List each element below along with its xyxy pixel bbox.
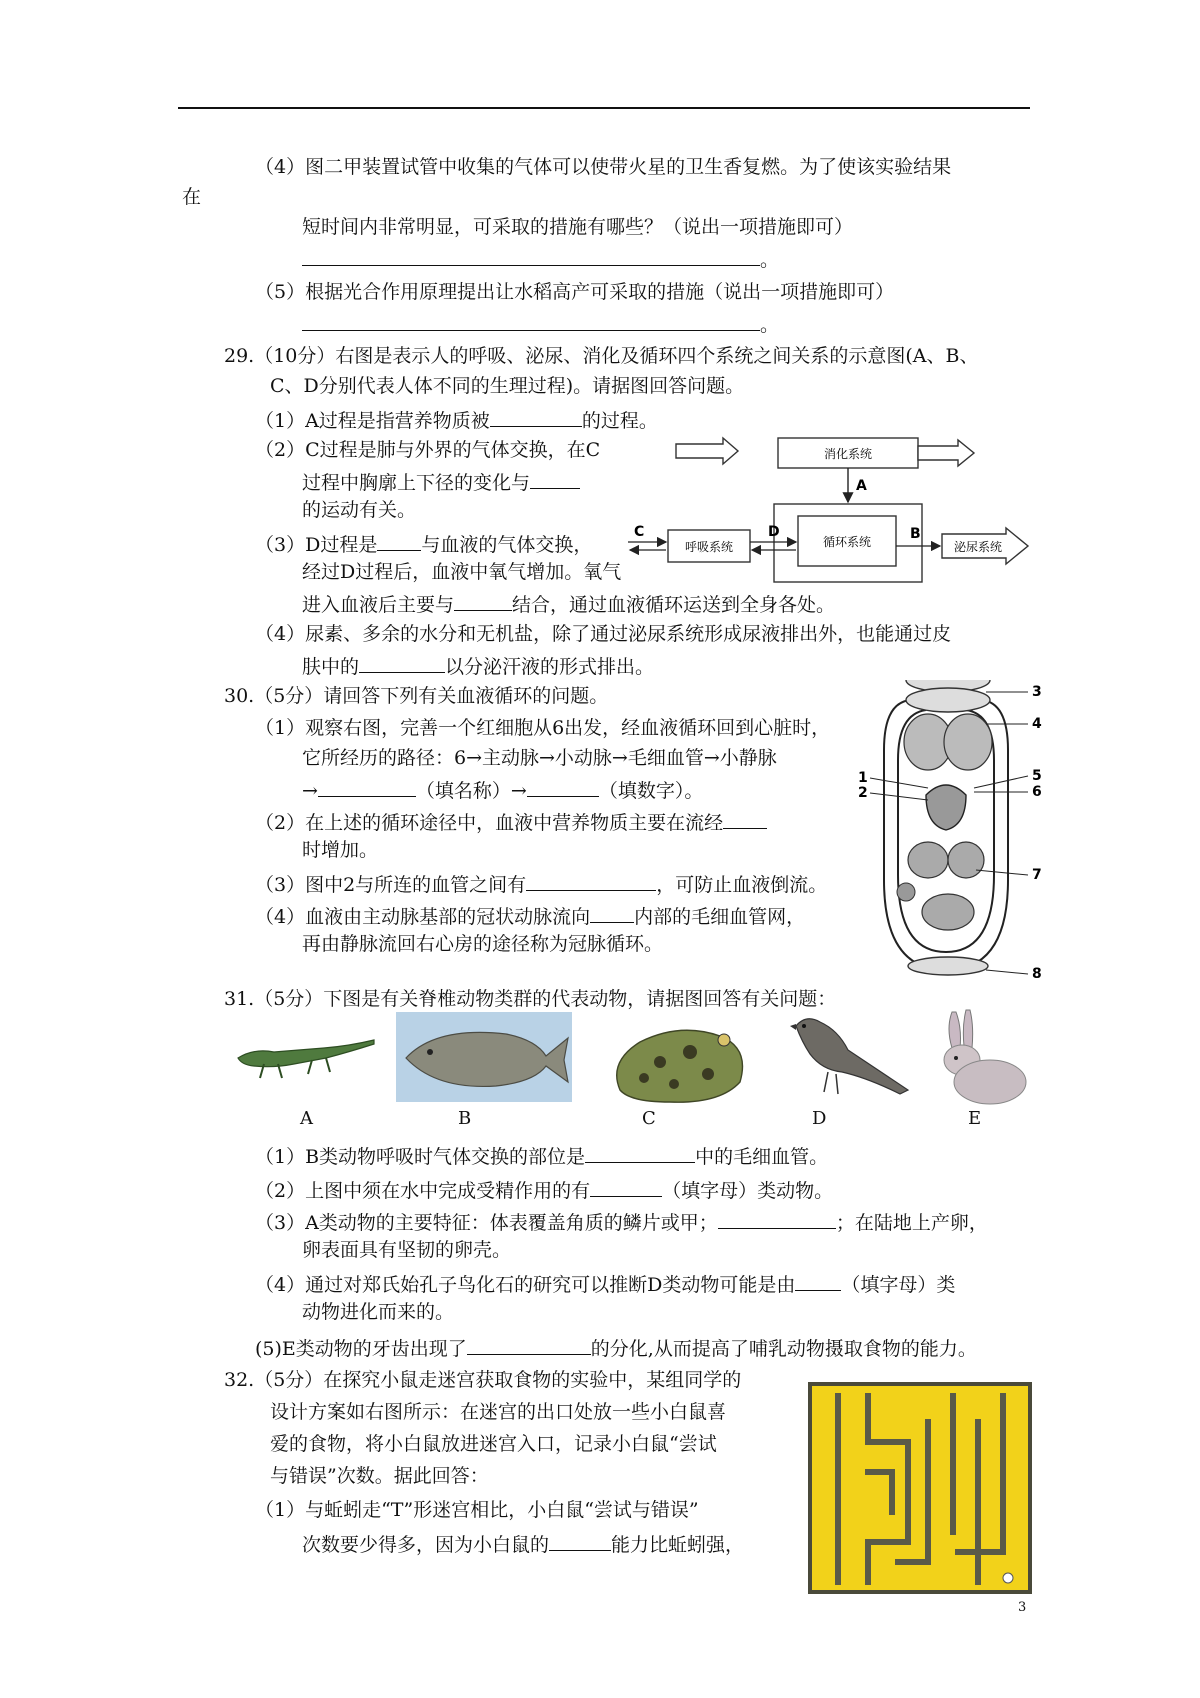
q29-p1: （1）A过程是指营养物质被 的过程。 [255,406,658,433]
q30-p1b: 它所经历的路径：6→主动脉→小动脉→毛细血管→小静脉 [302,747,777,769]
kidney [897,883,915,901]
liver [908,842,948,878]
answer-blank[interactable] [585,1142,695,1163]
maze-figure [808,1382,1032,1594]
circulatory-label: 循环系统 [822,535,872,549]
q30-stem: 30.（5分）请回答下列有关血液循环的问题。 [224,685,609,707]
urinary-label: 泌尿系统 [953,540,1003,554]
answer-blank[interactable] [527,776,599,797]
q29-p3d: 进入血液后主要与 结合，通过血液循环运送到全身各处。 [302,590,835,617]
animal-image-fish [396,1012,572,1102]
animal-label-B: B [458,1108,472,1129]
lung-capillary [906,688,990,712]
q29-stem-2: C、D分别代表人体不同的生理过程)。请据图回答问题。 [270,375,745,397]
stomach [948,842,984,878]
q29-stem-1: 29.（10分）右图是表示人的呼吸、泌尿、消化及循环四个系统之间关系的示意图(A、B、 [224,345,979,367]
answer-blank[interactable] [490,406,582,427]
q31-p5: (5)E类动物的牙齿出现了 的分化,从而提高了哺乳动物摄取食物的能力。 [255,1334,977,1361]
animal-image-rabbit [922,1006,1030,1110]
fig-num-1: 1 [858,770,868,786]
fig-num-3: 3 [1032,684,1042,700]
animal-image-crocodile [234,1018,378,1084]
answer-blank[interactable] [530,468,580,489]
q30-p4c: 再由静脉流回右心房的途径称为冠脉循环。 [302,933,664,955]
answer-blank[interactable] [377,530,421,551]
digestive-label: 消化系统 [823,447,873,461]
q32-stem-4: 与错误”次数。据此回答： [270,1465,489,1487]
label-C: C [634,524,645,540]
q28-p4-line1: （4）图二甲装置试管中收集的气体可以使带火星的卫生香复燃。为了使该实验结果 [255,156,952,178]
body-capillary [908,957,988,975]
q31-p3c: 卵表面具有坚韧的卵壳。 [302,1239,512,1261]
answer-blank[interactable] [302,310,760,331]
answer-blank[interactable] [359,652,445,673]
animal-label-A: A [300,1108,313,1129]
label-B: B [910,526,921,542]
fig-num-6: 6 [1032,784,1042,800]
q31-p3: （3）A类动物的主要特征：体表覆盖角质的鳞片或甲； ；在陆地上产卵， [255,1208,988,1235]
fig-num-2: 2 [858,785,868,801]
q31-p2: （2）上图中须在水中完成受精作用的有 （填字母）类动物。 [255,1176,833,1203]
q29-p3a: （3）D过程是 与血液的气体交换， [255,530,592,557]
answer-blank[interactable] [526,870,656,891]
q30-p2b: 时增加。 [302,839,379,861]
answer-blank[interactable] [549,1530,611,1551]
answer-blank[interactable] [795,1270,841,1291]
q30-p4a: （4）血液由主动脉基部的冠状动脉流向 内部的毛细血管网， [255,902,805,929]
q31-p4: （4）通过对郑氏始孔子鸟化石的研究可以推断D类动物可能是由 （填字母）类 [255,1270,955,1297]
q29-p4a: （4）尿素、多余的水分和无机盐，除了通过泌尿系统形成尿液排出外，也能通过皮 [255,623,952,645]
answer-blank[interactable] [590,902,634,923]
answer-blank[interactable] [318,776,416,797]
animal-label-D: D [812,1108,827,1129]
q29-p4b: 肤中的 以分泌汗液的形式排出。 [302,652,654,679]
input-arrow [676,438,738,464]
q32-p1b: 次数要少得多，因为小白鼠的 能力比蚯蚓强， [302,1530,744,1557]
animal-image-frog [600,1012,760,1112]
q28-p5-answer: 。 [302,310,779,337]
respiratory-label: 呼吸系统 [684,540,734,554]
q30-p1c: → （填名称）→ （填数字）。 [302,776,703,803]
label-D: D [768,524,780,540]
q29-p2c: 的运动有关。 [302,499,417,521]
q31-p4c: 动物进化而来的。 [302,1301,455,1323]
blood-circulation-figure [856,680,1046,980]
fig-num-5: 5 [1032,768,1042,784]
animal-label-E: E [968,1108,982,1129]
q31-p1: （1）B类动物呼吸时气体交换的部位是 中的毛细血管。 [255,1142,828,1169]
q32-p1a: （1）与蚯蚓走“T”形迷宫相比，小白鼠“尝试与错误” [255,1499,699,1521]
q30-p3: （3）图中2与所连的血管之间有 ，可防止血液倒流。 [255,870,827,897]
fig-num-4: 4 [1032,716,1042,732]
q32-stem-1: 32.（5分）在探究小鼠走迷宫获取食物的实验中，某组同学的 [224,1369,742,1391]
fig-num-7: 7 [1032,867,1042,883]
q30-p1a: （1）观察右图，完善一个红细胞从6出发，经血液循环回到心脏时， [255,717,831,739]
q29-p2a: （2）C过程是肺与外界的气体交换，在C [255,439,601,461]
q32-stem-2: 设计方案如右图所示：在迷宫的出口处放一些小白鼠喜 [270,1401,727,1423]
answer-blank[interactable] [723,808,767,829]
q30-p2a: （2）在上述的循环途径中，血液中营养物质主要在流经 [255,808,767,835]
right-lung [944,714,992,770]
answer-blank[interactable] [718,1208,836,1229]
label-A: A [856,478,867,494]
q28-p4-line2: 短时间内非常明显，可采取的措施有哪些？（说出一项措施即可） [302,216,854,238]
animal-label-C: C [642,1108,656,1129]
page-number: 3 [1018,1600,1027,1615]
animal-image-bird [782,1006,914,1110]
fig-num-8: 8 [1032,966,1042,980]
q32-stem-3: 爱的食物，将小白鼠放进迷宫入口，记录小白鼠“尝试 [270,1433,717,1455]
q29-p3c: 经过D过程后，血液中氧气增加。氧气 [302,561,622,583]
answer-blank[interactable] [454,590,512,611]
answer-blank[interactable] [302,245,760,266]
q28-p5-line1: （5）根据光合作用原理提出让水稻高产可采取的措施（说出一项措施即可） [255,281,895,303]
header-rule [178,107,1030,109]
q31-stem: 31.（5分）下图是有关脊椎动物类群的代表动物，请据图回答有关问题： [224,988,837,1010]
answer-blank[interactable] [467,1334,591,1355]
intestine [922,894,974,930]
output-arrow [918,440,974,466]
q29-p2b: 过程中胸廓上下径的变化与 [302,468,580,495]
q28-p4-wrap: 在 [182,186,202,208]
organ-system-diagram [628,436,1048,588]
heart [926,785,966,830]
answer-blank[interactable] [590,1176,662,1197]
q28-p4-answer: 。 [302,245,779,272]
